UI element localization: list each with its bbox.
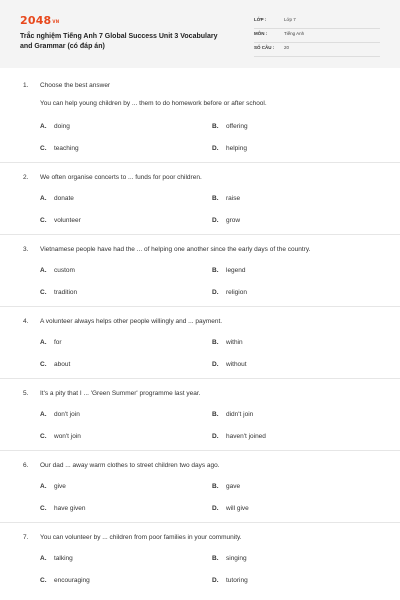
option-d[interactable]: D. haven't joined (212, 433, 266, 440)
option-a[interactable]: A. doing (40, 123, 70, 130)
option-a[interactable]: A. don't join (40, 411, 80, 418)
divider (0, 450, 400, 451)
divider (0, 162, 400, 163)
question-number: 7. (23, 534, 29, 541)
option-d[interactable]: D. helping (212, 145, 247, 152)
option-a[interactable]: A. custom (40, 267, 75, 274)
option-d[interactable]: D. tutoring (212, 577, 248, 584)
meta-grade-value: Lớp 7 (284, 17, 296, 22)
divider (0, 522, 400, 523)
question-subtext: You can help young children by ... them to do homework before or after school. (40, 100, 267, 107)
option-b[interactable]: B. offering (212, 123, 248, 130)
site-logo[interactable] (20, 14, 59, 27)
meta-grade (254, 14, 380, 29)
divider (0, 306, 400, 307)
quiz-header (0, 0, 400, 68)
question-text: Vietnamese people have had the ... of helping one another since the early days of the country. (40, 246, 311, 253)
question-text: You can volunteer by ... children from poor families in your community. (40, 534, 242, 541)
meta-count-value: 20 (284, 45, 290, 50)
question-5 (0, 378, 400, 450)
option-a[interactable]: A. for (40, 339, 62, 346)
option-c[interactable]: C. tradition (40, 289, 78, 296)
option-b[interactable]: B. singing (212, 555, 247, 562)
question-3 (0, 234, 400, 306)
quiz-title: Trắc nghiệm Tiếng Anh 7 Global Success Unit 3 Vocabulary and Grammar (có đáp án) (20, 33, 218, 50)
option-b[interactable]: B. gave (212, 483, 241, 490)
question-6 (0, 450, 400, 522)
option-c[interactable]: C. have given (40, 505, 86, 512)
option-c[interactable]: C. teaching (40, 145, 79, 152)
meta-subject-label: MÔN : (254, 31, 268, 36)
divider (0, 234, 400, 235)
option-d[interactable]: D. without (212, 361, 247, 368)
question-text: Our dad ... away warm clothes to street children two days ago. (40, 462, 220, 469)
question-number: 1. (23, 82, 29, 89)
question-number: 4. (23, 318, 29, 325)
meta-grade-label: LỚP : (254, 17, 267, 22)
option-d[interactable]: D. will give (212, 505, 249, 512)
question-1 (0, 70, 400, 162)
question-number: 2. (23, 174, 29, 181)
option-b[interactable]: B. raise (212, 195, 241, 202)
question-text: Choose the best answer (40, 82, 111, 89)
option-a[interactable]: A. donate (40, 195, 74, 202)
meta-subject-value: Tiếng Anh (284, 31, 305, 36)
option-b[interactable]: B. within (212, 339, 243, 346)
question-text: It's a pity that I ... 'Green Summer' programme last year. (40, 390, 201, 397)
logo-suffix: VN (52, 18, 60, 24)
option-a[interactable]: A. talking (40, 555, 73, 562)
question-2 (0, 162, 400, 234)
option-c[interactable]: C. volunteer (40, 217, 81, 224)
question-number: 6. (23, 462, 29, 469)
option-b[interactable]: B. legend (212, 267, 246, 274)
logo-text: 2048 (20, 14, 52, 27)
meta-subject (254, 28, 380, 43)
option-d[interactable]: D. grow (212, 217, 241, 224)
question-number: 5. (23, 390, 29, 397)
question-4 (0, 306, 400, 378)
question-number: 3. (23, 246, 29, 253)
option-c[interactable]: C. about (40, 361, 71, 368)
meta-count-label: SỐ CÂU : (254, 45, 275, 50)
option-d[interactable]: D. religion (212, 289, 247, 296)
option-c[interactable]: C. encouraging (40, 577, 90, 584)
option-b[interactable]: B. didn't join (212, 411, 254, 418)
question-text: We often organise concerts to ... funds for poor children. (40, 174, 202, 181)
option-c[interactable]: C. won't join (40, 433, 81, 440)
divider (0, 378, 400, 379)
question-text: A volunteer always helps other people willingly and ... payment. (40, 318, 223, 325)
question-7 (0, 522, 400, 598)
option-a[interactable]: A. give (40, 483, 66, 490)
meta-count (254, 42, 380, 57)
